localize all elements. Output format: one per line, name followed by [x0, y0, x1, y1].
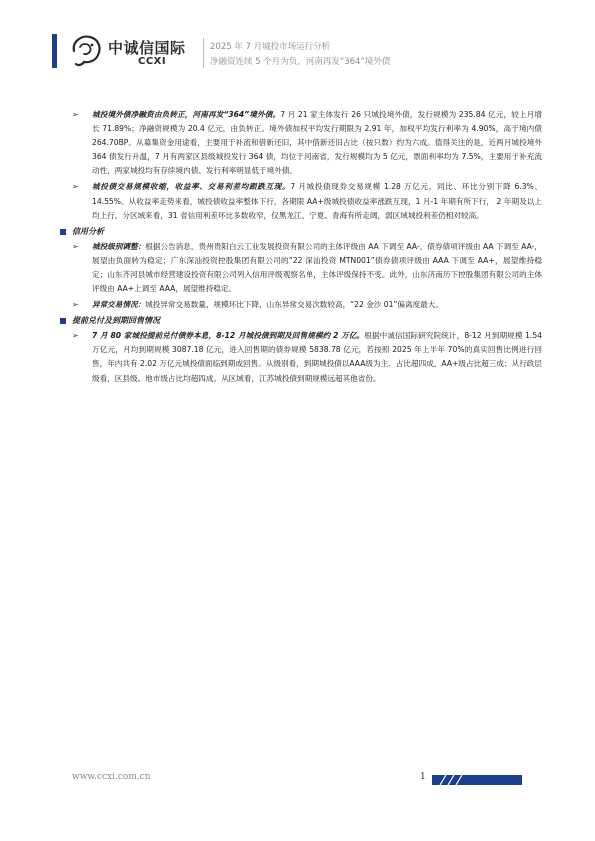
arrow-bullet-icon: ➢ — [72, 300, 79, 310]
report-title: 2025 年 7 月城投市场运行分析 — [210, 42, 331, 52]
header-divider — [203, 38, 204, 68]
footer-url-link[interactable]: www.ccxi.com.cn — [72, 772, 151, 782]
section-heading-credit — [58, 225, 542, 239]
item-lead: 异常交易情况： — [92, 300, 146, 310]
section-heading-maturity — [58, 314, 542, 328]
item-lead: 城投级别调整： — [92, 241, 146, 251]
footer-decoration — [432, 775, 522, 785]
list-item — [72, 240, 542, 296]
list-item — [72, 329, 542, 385]
brand-name-en: CCXI — [138, 56, 167, 67]
list-item — [72, 180, 542, 222]
square-bullet-icon — [60, 229, 66, 235]
page-header — [0, 0, 595, 80]
arrow-bullet-icon: ➢ — [72, 182, 79, 192]
arrow-bullet-icon: ➢ — [72, 241, 79, 251]
item-text: 7 月城投债现券交易规模 1.28 万亿元，同比、环比分别下降 6.3%、14.55%。从收益率走势来看，城投债收益率整体下行，各期限 AA+级城投债收益率涨跌互现，1 月-1 年期有所下行， 2 年期及以上均上行。分区域来看，31 省信用利差环比多数收窄，仅黑龙江、宁夏、青海有所走阔，弱区域城投利差仍相对较高。 — [92, 182, 543, 220]
list-item — [72, 298, 542, 312]
list-item — [72, 108, 542, 178]
square-bullet-icon — [60, 318, 66, 324]
section-title: 提前兑付及到期回售情况 — [72, 316, 160, 326]
item-text: 根据中诚信国际研究院统计，8-12 月到期规模 1.54 万亿元，月均到期规模 3087.18 亿元，进入回售期的债券规模 5838.78 亿元，若按照 2025 年上半年 70%的真实回售比例进行回售，年内共有 2.02 万亿元城投债面临到期或回售。从级别看，到期城投债以AAA级为主、占比超四成，AA+级占比超三成；从行政层级看，区县级、地市级占比均超四成。从区域看，江苏城投债到期规模远超其他省份。 — [92, 331, 543, 383]
arrow-bullet-icon: ➢ — [72, 331, 79, 341]
header-accent-bar — [52, 34, 57, 68]
report-body — [72, 108, 542, 388]
item-lead: 7 月 80 家城投提前兑付债券本息，8-12 月城投债到期及回售规模约 2 万亿。 — [92, 331, 365, 341]
arrow-bullet-icon: ➢ — [72, 110, 79, 119]
elephant-logo-icon — [68, 33, 104, 67]
section-title: 信用分析 — [72, 226, 104, 236]
item-text: 城投异常交易数量、规模环比下降，山东异常交易次数较高，“22 金沙 01”偏离度最大。 — [145, 300, 443, 310]
brand-name-cn: 中诚信国际 — [108, 39, 186, 57]
report-subtitle: 净融资连续 5 个月为负，河南再发“364”境外债 — [210, 57, 391, 67]
item-lead: 城投债交易规模收缩，收益率、交易利差均跟跌互现。 — [92, 182, 291, 192]
item-lead: 城投境外债净融资由负转正，河南再发“364”境外债。 — [92, 110, 281, 119]
item-text: 7 月 21 家主体发行 26 只城投境外债，发行规模为 235.84 亿元，较上月增长 71.89%；净融资规模为 20.4 亿元，由负转正。境外债加权平均发行期限为 2.91 年，加权平均发行利率为 4.90%，高于境内债 264.70BP。从募集资金用途看，主要用于补流和借新还旧，其中借新还旧占比（按只数）约为六成。值得关注的是，近两月城投境外 364 债发行升温，7 月有两家区县级城投发行 364 债，均位于河南省，发行规模均为 5 亿元，票面利率均为 7.5%，主要用于补充流动性，两家城投均有存续境内债、发行利率明显低于境外债。 — [92, 110, 542, 176]
page-number: 1 — [420, 772, 426, 782]
item-text: 根据公告消息，贵州贵阳白云工业发展投资有限公司的主体评级由 AA 下调至 AA-，债券债项评级由 AA 下调至 AA-，展望由负面转为稳定；广东深汕投资控股集团有限公司的“22 深汕投资 MTN001”债券债项评级由 AAA 下调至 AA+，展望维持稳定；山东齐河县城市经营建设投资有限公司列入信用评级观察名单，主体评级保持不变。此外，山东济南历下控股集团有限公司的主体评级由 AA+上调至 AAA，展望维持稳定。 — [92, 241, 543, 294]
